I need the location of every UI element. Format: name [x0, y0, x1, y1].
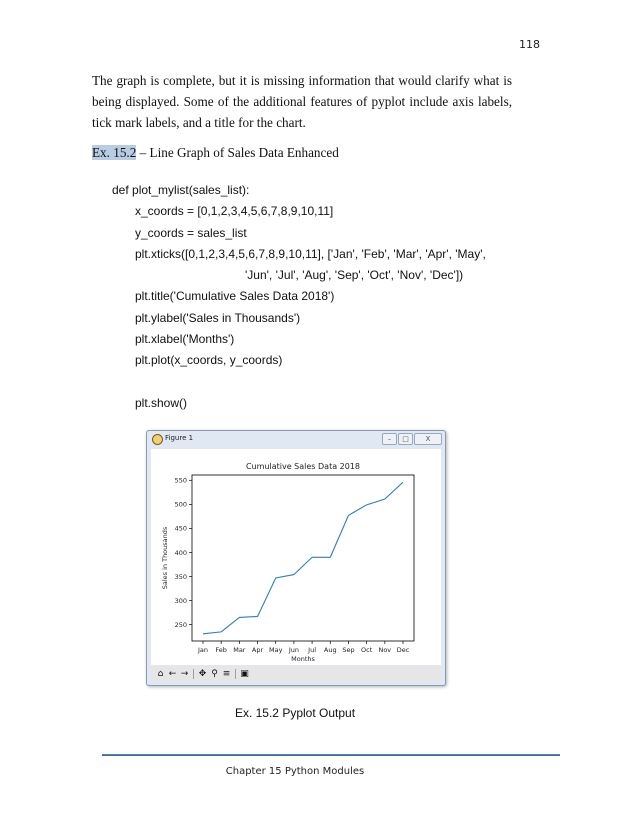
y-tick-label: 550	[174, 476, 187, 485]
back-arrow-icon[interactable]: ←	[168, 669, 177, 679]
code-line: plt.xticks([0,1,2,3,4,5,6,7,8,9,10,11], ['Jan', 'Feb', 'Mar', 'Apr', 'May',	[135, 246, 486, 261]
y-tick-label: 500	[174, 500, 187, 509]
x-tick-label: Apr	[251, 646, 264, 654]
zoom-icon[interactable]: ⚲	[211, 669, 218, 679]
y-tick-label: 450	[174, 524, 187, 533]
code-block	[112, 180, 486, 414]
code-line: plt.show()	[135, 395, 188, 410]
x-tick-label: Jul	[308, 646, 317, 654]
y-tick-label: 350	[174, 572, 187, 581]
footer-chapter: Chapter 15 Python Modules	[225, 766, 365, 777]
x-tick-label: Aug	[323, 646, 337, 654]
y-tick-label: 250	[174, 620, 187, 629]
x-axis	[197, 641, 410, 654]
plot-canvas	[151, 449, 441, 665]
code-line: y_coords = sales_list	[135, 225, 247, 240]
x-tick-label: Sep	[342, 646, 355, 654]
toolbar-separator	[193, 669, 194, 679]
figure-caption: Ex. 15.2 Pyplot Output	[234, 706, 356, 720]
example-title: – Line Graph of Sales Data Enhanced	[136, 145, 339, 160]
x-tick-label: Nov	[378, 646, 392, 654]
x-axis-label: Months	[291, 655, 315, 663]
y-tick-label: 300	[174, 596, 187, 605]
minimize-button[interactable]: –	[382, 433, 397, 445]
code-line: plt.plot(x_coords, y_coords)	[135, 353, 283, 368]
toolbar-separator	[235, 669, 236, 679]
intro-paragraph: The graph is complete, but it is missing information that would clarify what is being displayed. Some of the additional features of pyplot include axis labels, tick mark labels, and a title for the chart.	[92, 73, 512, 130]
maximize-button[interactable]: □	[398, 433, 413, 445]
save-icon[interactable]: ▣	[240, 669, 249, 679]
code-line: plt.ylabel('Sales in Thousands')	[135, 310, 301, 325]
x-tick-label: Dec	[396, 646, 410, 654]
code-line: def plot_mylist(sales_list):	[112, 183, 250, 197]
window-title: Figure 1	[165, 434, 194, 442]
code-line: x_coords = [0,1,2,3,4,5,6,7,8,9,10,11]	[135, 204, 334, 219]
window-titlebar[interactable]	[147, 431, 445, 447]
y-axis	[175, 477, 192, 629]
example-heading	[92, 145, 339, 161]
code-line: 'Jun', 'Jul', 'Aug', 'Sep', 'Oct', 'Nov', 'Dec'])	[245, 268, 464, 283]
x-tick-label: Mar	[233, 646, 246, 654]
close-button[interactable]: X	[414, 433, 442, 445]
x-tick-label: May	[269, 646, 283, 654]
pan-icon[interactable]: ✥	[198, 669, 207, 679]
code-line: plt.xlabel('Months')	[135, 332, 235, 347]
line-chart	[151, 449, 441, 665]
x-tick-label: Oct	[361, 646, 373, 654]
x-tick-label: Jan	[197, 646, 209, 654]
y-axis-label: Sales in Thousands	[161, 526, 169, 590]
figure-window	[146, 430, 446, 686]
chart-title: Cumulative Sales Data 2018	[245, 462, 361, 471]
code-line: plt.title('Cumulative Sales Data 2018')	[135, 289, 335, 304]
plot-toolbar	[151, 666, 441, 682]
home-icon[interactable]: ⌂	[157, 669, 164, 679]
figure-app-icon	[152, 434, 163, 445]
x-tick-label: Jun	[288, 646, 299, 654]
x-tick-label: Feb	[215, 646, 227, 654]
forward-arrow-icon[interactable]: →	[180, 669, 189, 679]
footer-divider	[102, 754, 560, 756]
y-tick-label: 400	[174, 548, 187, 557]
page-number: 118	[519, 38, 540, 51]
series-line	[203, 482, 403, 634]
example-number: Ex. 15.2	[92, 145, 137, 160]
configure-subplots-icon[interactable]: ≡	[222, 669, 231, 679]
